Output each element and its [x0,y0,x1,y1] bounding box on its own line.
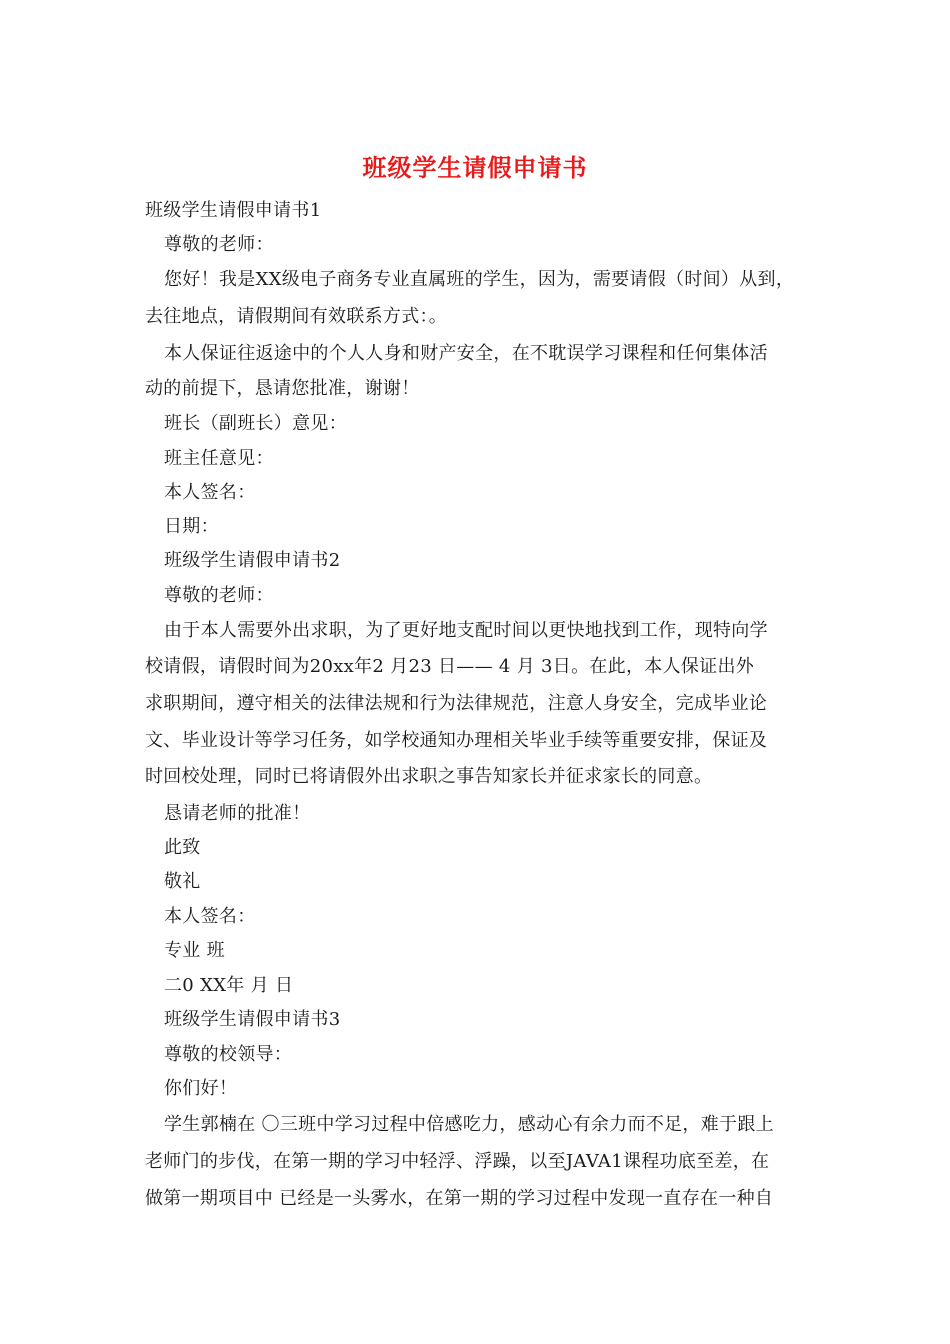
paragraph-line: 去往地点，请假期间有效联系方式：。 [145,306,448,327]
paragraph-line: 做第一期项目中 已经是一头雾水，在第一期的学习过程中发现一直存在一种自 [145,1188,774,1209]
signature-line: 本人签名： [164,482,256,503]
section-heading-3: 班级学生请假申请书3 [164,1009,341,1030]
paragraph-line: 由于本人需要外出求职，为了更好地支配时间以更快地找到工作，现特向学 [164,620,768,641]
paragraph-line: 时回校处理，同时已将请假外出求职之事告知家长并征求家长的同意。 [145,766,713,787]
paragraph-line: 文、毕业设计等学习任务，如学校通知办理相关毕业手续等重要安排，保证及 [145,730,768,751]
paragraph-line: 校请假，请假时间为20xx年2 月23 日—— 4 月 3日。在此，本人保证出外 [145,656,755,677]
head-teacher-opinion: 班主任意见： [164,448,274,469]
signature-line: 本人签名： [164,906,256,927]
monitor-opinion: 班长（副班长）意见： [164,413,347,434]
salutation-2: 尊敬的老师： [164,585,274,606]
closing-cizhi: 此致 [164,837,201,858]
paragraph-line: 您好！我是XX级电子商务专业直属班的学生，因为，需要请假（时间）从到， [164,269,795,290]
paragraph-line: 动的前提下，恳请您批准，谢谢！ [145,378,420,399]
document-title: 班级学生请假申请书 [362,153,588,182]
paragraph-line: 学生郭楠在 〇三班中学习过程中倍感吃力，感动心有余力而不足，难于跟上 [164,1114,774,1135]
greeting: 你们好！ [164,1078,238,1099]
section-heading-1: 班级学生请假申请书1 [145,200,322,221]
date-line: 日期： [164,516,219,537]
closing-jingli: 敬礼 [164,871,201,892]
major-class-line: 专业 班 [164,940,225,961]
request-approval: 恳请老师的批准！ [164,803,311,824]
paragraph-line: 本人保证往返途中的个人人身和财产安全，在不耽误学习课程和任何集体活 [164,343,768,364]
salutation-3: 尊敬的校领导： [164,1044,293,1065]
paragraph-line: 老师门的步伐，在第一期的学习中轻浮、浮躁，以至JAVA1课程功底至差，在 [145,1151,770,1172]
date-line: 二0 XX年 月 日 [164,975,294,996]
paragraph-line: 求职期间，遵守相关的法律法规和行为法律规范，注意人身安全，完成毕业论 [145,693,768,714]
salutation-1: 尊敬的老师： [164,234,274,255]
section-heading-2: 班级学生请假申请书2 [164,550,341,571]
